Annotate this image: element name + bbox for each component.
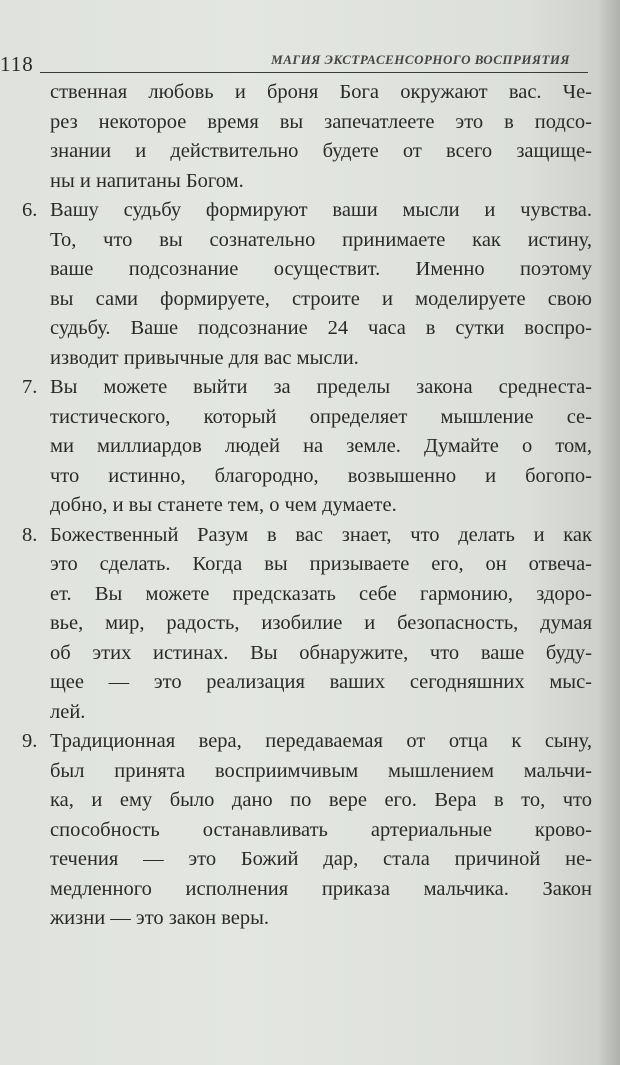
text-line: Вы можете выйти за пределы закона среднеста- <box>50 376 592 398</box>
text-line: течения — это Божий дар, стала причиной не- <box>50 848 592 870</box>
text-line: вье, мир, радость, изобилие и безопасность, думая <box>50 612 592 634</box>
text-line: был принята восприимчивым мышлением мальчи- <box>50 759 592 782</box>
page-number: 118 <box>0 52 34 76</box>
text-line: это сделать. Когда вы призываете его, он отвеча- <box>50 553 592 575</box>
text-line: ка, и ему было дано по вере его. Вера в то, что <box>50 789 592 811</box>
list-item-number: 9. <box>22 730 38 752</box>
text-line: То, что вы сознательно принимаете как истину, <box>50 228 592 251</box>
text-line: ми миллиардов людей на земле. Думайте о том, <box>50 435 592 457</box>
header-rule <box>40 72 588 73</box>
list-item-number: 7. <box>22 376 38 398</box>
spine-shadow <box>598 0 620 1065</box>
text-line: Вашу судьбу формируют ваши мысли и чувства. <box>50 199 592 221</box>
text-line: рез некоторое время вы запечатлеете это в подсо- <box>50 110 592 133</box>
list-item-number: 8. <box>22 523 38 546</box>
running-head <box>0 50 600 76</box>
text-line: способность останавливать артериальные крово- <box>50 818 592 841</box>
text-line: об этих истинах. Вы обнаружите, что ваше буду- <box>50 641 592 664</box>
text-line: Традиционная вера, передаваемая от отца к сыну, <box>50 730 592 752</box>
running-title: МАГИЯ ЭКСТРАСЕНСОРНОГО ВОСПРИЯТИЯ <box>271 52 570 67</box>
text-line: ваше подсознание осуществит. Именно поэтому <box>50 258 592 280</box>
text-line: тистического, который определяет мышление се- <box>50 405 592 428</box>
text-line: лей. <box>50 700 86 723</box>
text-line: ственная любовь и броня Бога окружают вас. Че- <box>50 81 592 103</box>
text-line: судьбу. Ваше подсознание 24 часа в сутки воспро- <box>50 317 592 339</box>
text-line: изводит привычные для вас мысли. <box>50 346 359 369</box>
text-line: знании и действительно будете от всего защище- <box>50 140 592 162</box>
text-line: медленного исполнения приказа мальчика. Закон <box>50 877 592 900</box>
text-line: ны и напитаны Богом. <box>50 169 244 192</box>
text-line: жизни — это закон веры. <box>50 907 270 929</box>
list-item-number: 6. <box>22 199 38 221</box>
text-line: что истинно, благородно, возвышенно и богопо- <box>50 464 592 487</box>
text-line: ет. Вы можете предсказать себе гармонию, здоро- <box>50 582 592 605</box>
text-line: щее — это реализация ваших сегодняшних мыс- <box>50 671 592 693</box>
text-line: вы сами формируете, строите и моделируете свою <box>50 287 592 310</box>
text-line: Божественный Разум в вас знает, что делать и как <box>50 523 592 546</box>
text-line: добно, и вы станете тем, о чем думаете. <box>50 494 397 516</box>
